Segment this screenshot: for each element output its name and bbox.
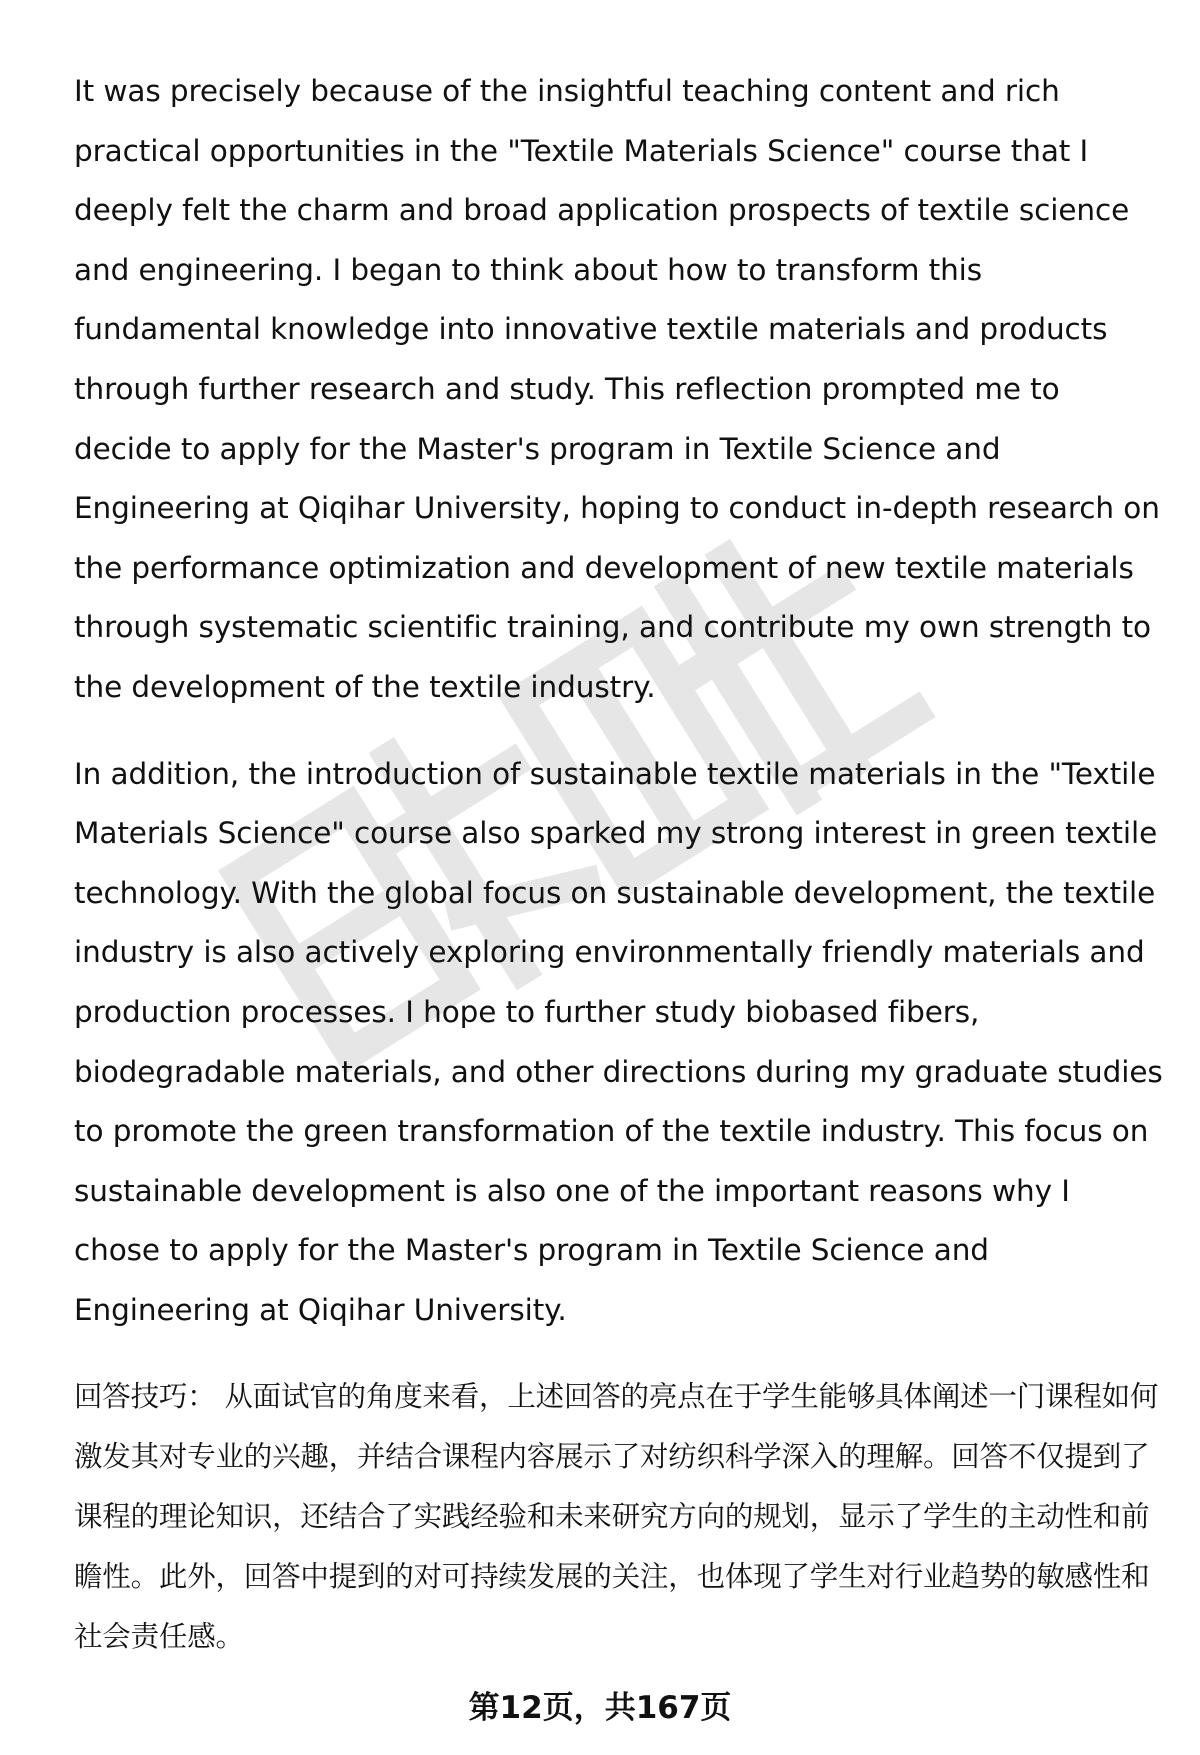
- paragraph-motivation: It was precisely because of the insightful teaching content and rich practical opportunities in the "Textile Materials Science" course that I deeply felt the charm and broad application prospects of textile science and engineering. I began to think about how to transform this fundamental knowledge into innovative textile materials and products through further research and study. This reflection prompted me to decide to apply for the Master's program in Textile Science and Engineering at Qiqihar University, hoping to conduct in-depth research on the performance optimization and development of new textile materials through systematic scientific training, and contribute my own strength to the development of the textile industry.: [74, 74, 1160, 704]
- answer-tip-paragraph: 回答技巧： 从面试官的角度来看，上述回答的亮点在于学生能够具体阐述一门课程如何激发其对专业的兴趣，并结合课程内容展示了对纺织科学深入的理解。回答不仅提到了课程的理论知识，还结合了实践经验和未来研究方向的规划，显示了学生的主动性和前瞻性。此外，回答中提到的对可持续发展的关注，也体现了学生对行业趋势的敏感性和社会责任感。: [74, 1380, 1159, 1654]
- paragraph-sustainability: In addition, the introduction of sustainable textile materials in the "Textile Materials Science" course also sparked my strong interest in green textile technology. With the global focus on sustainable development, the textile industry is also actively exploring environmentally friendly materials and production processes. I hope to further study biobased fibers, biodegradable materials, and other directions during my graduate studies to promote the green transformation of the textile industry. This focus on sustainable development is also one of the important reasons why I chose to apply for the Master's program in Textile Science and Engineering at Qiqihar University.: [74, 756, 1163, 1327]
- document-page: [74, 62, 1164, 1667]
- page-number: 第12页，共167页: [468, 1690, 732, 1726]
